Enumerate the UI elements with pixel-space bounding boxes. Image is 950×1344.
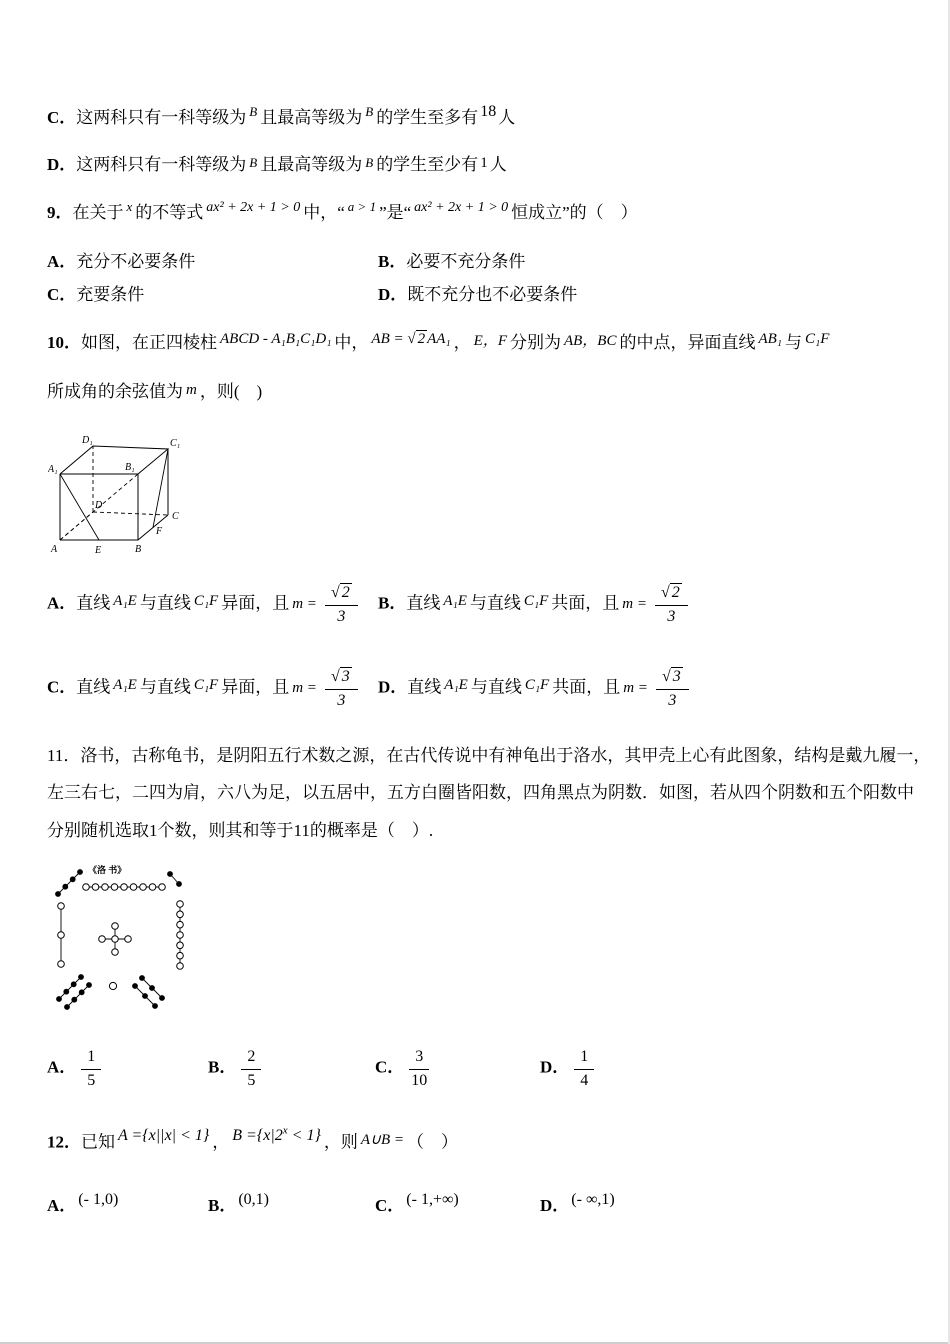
text: 的学生至少有 <box>376 155 479 174</box>
text: 人 <box>498 108 516 127</box>
fraction-denominator: 5 <box>87 1072 96 1090</box>
text: 11．洛书，古称龟书，是阴阳五行术数之源，在古代传说中有神龟出于洛水，其甲壳上心有此图象，结构是戴九履一， <box>47 746 931 765</box>
fraction <box>574 1046 594 1091</box>
text: ，则( ) <box>199 382 263 401</box>
text: 且最高等级为 <box>260 108 363 127</box>
math-m-equals: m = <box>292 596 317 613</box>
vertex-label-e: E <box>95 545 102 556</box>
q10-stem-line1 <box>47 326 832 358</box>
math-edge-equation <box>371 331 450 347</box>
q12-option-b <box>208 1186 271 1221</box>
radicand: 2 <box>671 584 680 601</box>
option-label: A． <box>47 252 77 271</box>
fraction-denominator: 5 <box>247 1072 256 1090</box>
math-condition: a > 1 <box>347 199 377 214</box>
vertex-label-d: D <box>95 500 103 511</box>
q11-stem-line1 <box>47 741 930 771</box>
q10-option-a <box>47 582 363 627</box>
text: ， <box>453 333 471 352</box>
text: ， <box>212 1132 230 1152</box>
option-label: D． <box>47 155 77 174</box>
option-text: 充分不必要条件 <box>76 252 196 271</box>
q9-option-a <box>47 247 195 277</box>
option-label: B． <box>208 1196 237 1215</box>
option-label: D． <box>540 1196 570 1215</box>
text: 直线 <box>76 677 111 697</box>
math-var: B <box>249 155 258 170</box>
text: 直线 <box>76 593 111 613</box>
fraction-denominator: 3 <box>337 608 346 626</box>
math-union: A∪B = <box>360 1132 405 1149</box>
text: 中， <box>334 333 369 352</box>
math-formula: ax² + 2x + 1 > 0 <box>206 200 301 215</box>
text: 的中点，异面直线 <box>619 333 756 352</box>
math-line: A₁E <box>113 593 137 610</box>
q10-stem-line2 <box>47 377 262 407</box>
q10-option-d <box>378 666 694 711</box>
fraction-numerator: 2 <box>241 1046 261 1070</box>
math-line: A₁E <box>443 593 467 610</box>
math-line2: C₁F <box>805 331 830 347</box>
vertex-label-b: B <box>135 544 142 555</box>
luoshu-title: 《洛 书》 <box>88 865 127 875</box>
text: 直线 <box>407 677 442 697</box>
q11-option-d <box>540 1046 599 1091</box>
text: ，则 <box>323 1132 358 1152</box>
text: 这两科只有一科等级为 <box>76 155 247 174</box>
math-superscript: x <box>282 1125 288 1137</box>
math-m-equals: m = <box>622 596 647 613</box>
math-edges: AB，BC <box>563 333 617 349</box>
text: 与 <box>785 333 803 352</box>
text: 中，“ <box>303 203 345 222</box>
vertex-label-f: F <box>156 526 163 537</box>
fraction-numerator <box>656 666 689 690</box>
fraction-denominator: 3 <box>667 608 676 626</box>
sqrt-icon: √ <box>661 668 671 685</box>
radicand: 3 <box>672 668 681 685</box>
vertex-label-d1: D₁ <box>82 435 93 446</box>
fraction-numerator <box>655 582 688 606</box>
math-var: B <box>365 155 374 170</box>
math-var: B <box>365 104 374 119</box>
interval-value: (0,1) <box>238 1191 269 1208</box>
sqrt-icon: √ <box>330 668 340 685</box>
q9-stem <box>47 196 638 228</box>
q11-option-b <box>208 1046 266 1091</box>
option-label: C． <box>375 1057 405 1077</box>
option-label: D． <box>378 677 408 697</box>
option-label: B． <box>378 593 407 613</box>
prism-figure <box>48 430 188 558</box>
text: 直线 <box>406 593 441 613</box>
text: 与直线 <box>139 593 191 613</box>
q9-option-b <box>378 247 525 277</box>
option-text: 既不充分也不必要条件 <box>407 285 578 304</box>
math: B ={x|2 <box>232 1127 283 1145</box>
fraction-numerator <box>325 582 358 606</box>
sqrt-icon: √ <box>407 331 416 347</box>
math-var: B <box>249 104 258 119</box>
q11-stem-line3 <box>47 816 433 846</box>
q12-stem <box>47 1122 458 1157</box>
option-label: B． <box>378 252 407 271</box>
q9-option-d <box>378 280 577 310</box>
math: AA₁ <box>427 331 451 347</box>
math-points: E，F <box>473 333 507 349</box>
text: 的不等式 <box>135 203 204 222</box>
q9-option-c <box>47 280 144 310</box>
math-line: C₁F <box>524 677 550 694</box>
fraction-denominator: 3 <box>337 692 346 710</box>
option-label: C． <box>375 1196 405 1215</box>
text: 共面，且 <box>552 677 621 697</box>
q8-option-d <box>47 150 507 180</box>
math-line: A₁E <box>444 677 468 694</box>
radicand: 3 <box>341 668 350 685</box>
text: （ ） <box>407 1132 459 1152</box>
prism-vertex-labels <box>48 435 180 556</box>
text: 已知 <box>81 1132 115 1152</box>
math-line: C₁F <box>193 677 219 694</box>
text: 左三右七，二四为肩，六八为足，以五居中，五方白圈皆阳数，四角黑点为阴数．如图，若从四个阴数和五个阳数中 <box>47 783 914 802</box>
luoshu-connectors <box>58 872 180 1007</box>
question-number: 9． <box>47 203 73 222</box>
option-label: A． <box>47 1196 77 1215</box>
math-var: x <box>126 199 133 214</box>
math-prism: ABCD - A₁B₁C₁D₁ <box>220 331 332 347</box>
fraction-numerator <box>325 666 358 690</box>
text: 在关于 <box>72 203 124 222</box>
option-label: D． <box>378 285 408 304</box>
q10-option-c <box>47 666 363 711</box>
math-formula: ax² + 2x + 1 > 0 <box>414 200 509 215</box>
q11-option-a <box>47 1046 106 1091</box>
fraction <box>409 1046 429 1091</box>
option-label: B． <box>208 1057 237 1077</box>
vertex-label-a1: A₁ <box>48 464 58 475</box>
math-set-b <box>232 1127 321 1144</box>
fraction <box>325 582 358 627</box>
option-text: 充要条件 <box>76 285 145 304</box>
option-label: C． <box>47 285 77 304</box>
q8-option-c <box>47 98 515 133</box>
option-label: A． <box>47 1057 77 1077</box>
math-m-equals: m = <box>292 680 317 697</box>
text: 这两科只有一科等级为 <box>76 108 247 127</box>
text: 且最高等级为 <box>260 155 363 174</box>
text: 共面，且 <box>551 593 620 613</box>
fraction-numerator: 1 <box>81 1046 101 1070</box>
fraction-denominator: 4 <box>580 1072 589 1090</box>
text: 异面，且 <box>221 677 290 697</box>
math-line1: AB₁ <box>758 331 783 347</box>
fraction <box>241 1046 261 1091</box>
text: 人 <box>489 155 507 174</box>
fraction-denominator: 3 <box>668 692 677 710</box>
vertex-label-c1: C₁ <box>170 438 181 449</box>
q12-option-d <box>540 1186 617 1221</box>
text: 恒成立”的（ ） <box>511 203 638 222</box>
interval-value: (- 1,0) <box>78 1191 119 1208</box>
fraction <box>81 1046 101 1091</box>
text: 分别为 <box>509 333 561 352</box>
fraction <box>655 582 688 627</box>
q11-option-c <box>375 1046 434 1091</box>
question-number: 12． <box>47 1132 81 1152</box>
q12-option-a <box>47 1186 120 1221</box>
math: < 1} <box>291 1127 321 1145</box>
text: 与直线 <box>470 677 522 697</box>
fraction-denominator: 10 <box>411 1072 428 1090</box>
option-text: 必要不充分条件 <box>406 252 526 271</box>
text: 与直线 <box>139 677 191 697</box>
math-number: 18 <box>480 103 497 120</box>
q10-option-b <box>378 582 693 627</box>
fraction <box>325 666 358 711</box>
sqrt-icon: √ <box>661 584 670 601</box>
luoshu-yang-dots <box>58 884 184 990</box>
radicand: 2 <box>341 584 350 601</box>
math-m-equals: m = <box>623 680 648 697</box>
sqrt-icon: √ <box>330 584 340 601</box>
text: 所成角的余弦值为 <box>47 382 183 401</box>
radicand: 2 <box>417 331 426 347</box>
text: 的学生至多有 <box>376 108 479 127</box>
q11-stem-line2 <box>47 778 914 808</box>
option-label: C． <box>47 677 77 697</box>
fraction-numerator: 3 <box>409 1046 429 1070</box>
text: 异面，且 <box>221 593 290 613</box>
option-label: D． <box>540 1057 570 1077</box>
q12-option-c <box>375 1186 461 1221</box>
text: ”是“ <box>379 203 412 222</box>
interval-value: (- ∞,1) <box>571 1191 615 1208</box>
math-line: C₁F <box>523 593 549 610</box>
math-var-m: m <box>186 382 197 398</box>
text: 与直线 <box>469 593 521 613</box>
fraction-numerator: 1 <box>574 1046 594 1070</box>
math-number: 1 <box>480 155 488 171</box>
luoshu-figure <box>50 862 198 1014</box>
option-label: A． <box>47 593 77 613</box>
text: 分别随机选取1个数，则其和等于11的概率是（ ）. <box>47 821 434 840</box>
math: AB = <box>371 331 404 347</box>
vertex-label-a: A <box>51 544 58 555</box>
math-set-a: A ={x||x| < 1} <box>118 1127 210 1145</box>
fraction <box>656 666 689 711</box>
text: 如图，在正四棱柱 <box>81 333 217 352</box>
math-line: C₁F <box>193 593 219 610</box>
interval-value: (- 1,+∞) <box>406 1191 459 1208</box>
math-line: A₁E <box>113 677 137 694</box>
question-number: 10． <box>47 333 81 352</box>
vertex-label-c: C <box>172 511 179 522</box>
option-label: C． <box>47 108 77 127</box>
vertex-label-b1: B₁ <box>125 462 135 473</box>
